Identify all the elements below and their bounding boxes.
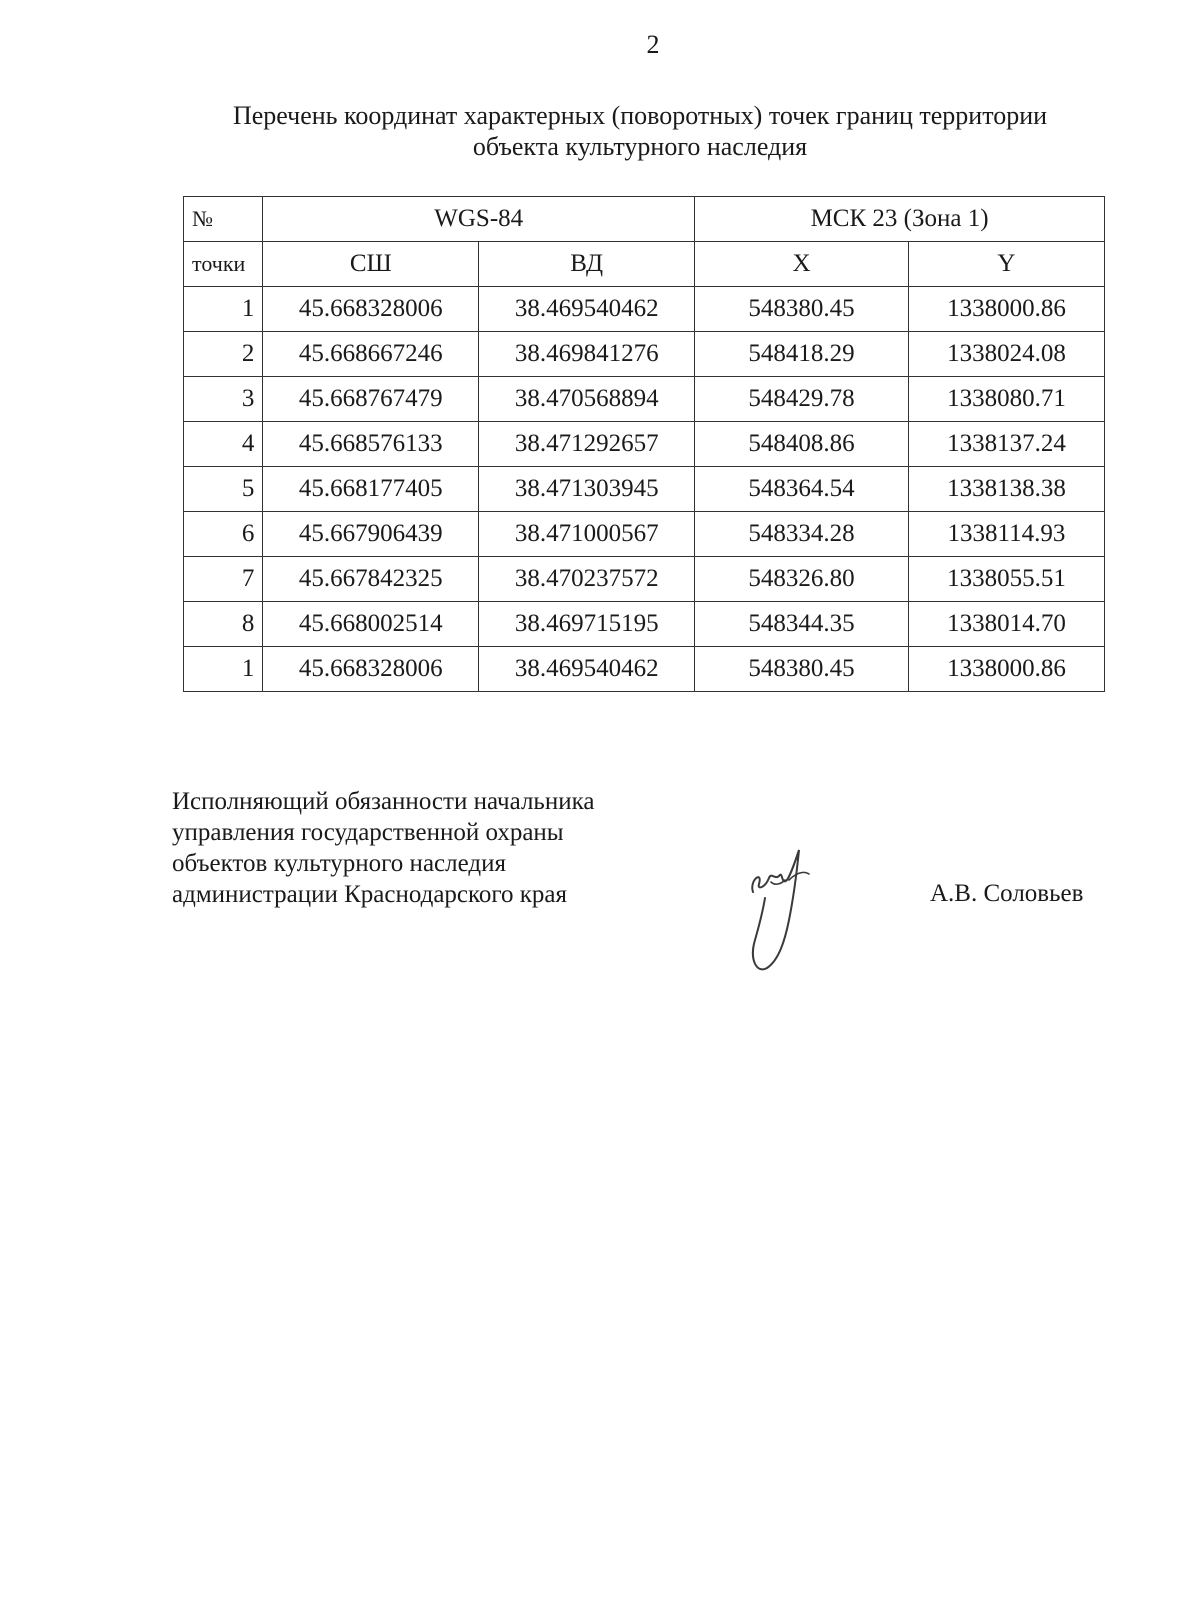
header-y: Y bbox=[908, 242, 1104, 287]
table-row bbox=[184, 557, 1105, 602]
header-no: № bbox=[184, 197, 263, 242]
cell-longitude: 38.471303945 bbox=[479, 467, 695, 512]
title-line-1: Перечень координат характерных (поворотных) точек границ территории bbox=[232, 101, 1048, 130]
cell-point-no: 1 bbox=[184, 287, 263, 332]
table-row bbox=[184, 287, 1105, 332]
cell-point-no: 2 bbox=[184, 332, 263, 377]
table-row bbox=[184, 377, 1105, 422]
table-row bbox=[184, 602, 1105, 647]
cell-x: 548334.28 bbox=[695, 512, 909, 557]
cell-x: 548344.35 bbox=[695, 602, 909, 647]
cell-x: 548380.45 bbox=[695, 647, 909, 692]
cell-x: 548326.80 bbox=[695, 557, 909, 602]
position-line: Исполняющий обязанности начальника bbox=[172, 788, 595, 815]
document-title bbox=[180, 100, 1100, 162]
cell-x: 548364.54 bbox=[695, 467, 909, 512]
cell-point-no: 6 bbox=[184, 512, 263, 557]
page-number: 2 bbox=[646, 30, 660, 59]
position-line: объектов культурного наследия bbox=[172, 850, 506, 877]
cell-x: 548408.86 bbox=[695, 422, 909, 467]
cell-longitude: 38.471000567 bbox=[479, 512, 695, 557]
cell-x: 548380.45 bbox=[695, 287, 909, 332]
cell-point-no: 4 bbox=[184, 422, 263, 467]
cell-y: 1338137.24 bbox=[908, 422, 1104, 467]
header-x: X bbox=[695, 242, 909, 287]
table-header-row-1 bbox=[184, 197, 1105, 242]
cell-latitude: 45.668767479 bbox=[263, 377, 479, 422]
cell-latitude: 45.668576133 bbox=[263, 422, 479, 467]
cell-latitude: 45.668328006 bbox=[263, 287, 479, 332]
cell-y: 1338014.70 bbox=[908, 602, 1104, 647]
cell-point-no: 1 bbox=[184, 647, 263, 692]
cell-y: 1338000.86 bbox=[908, 287, 1104, 332]
cell-longitude: 38.470568894 bbox=[479, 377, 695, 422]
cell-longitude: 38.471292657 bbox=[479, 422, 695, 467]
cell-y: 1338114.93 bbox=[908, 512, 1104, 557]
table-header-row-2 bbox=[184, 242, 1105, 287]
header-no-sub: точки bbox=[184, 242, 263, 287]
cell-y: 1338138.38 bbox=[908, 467, 1104, 512]
position-line: управления государственной охраны bbox=[172, 819, 564, 846]
cell-longitude: 38.469540462 bbox=[479, 287, 695, 332]
cell-latitude: 45.668002514 bbox=[263, 602, 479, 647]
cell-x: 548418.29 bbox=[695, 332, 909, 377]
header-wgs84: WGS-84 bbox=[263, 197, 695, 242]
cell-longitude: 38.470237572 bbox=[479, 557, 695, 602]
table-row bbox=[184, 422, 1105, 467]
table-row bbox=[184, 467, 1105, 512]
table-row bbox=[184, 512, 1105, 557]
header-msk23: МСК 23 (Зона 1) bbox=[695, 197, 1105, 242]
cell-longitude: 38.469841276 bbox=[479, 332, 695, 377]
coordinates-table bbox=[183, 196, 1105, 692]
cell-y: 1338024.08 bbox=[908, 332, 1104, 377]
table-row bbox=[184, 332, 1105, 377]
cell-latitude: 45.668667246 bbox=[263, 332, 479, 377]
cell-point-no: 7 bbox=[184, 557, 263, 602]
cell-longitude: 38.469540462 bbox=[479, 647, 695, 692]
cell-point-no: 3 bbox=[184, 377, 263, 422]
table-row bbox=[184, 647, 1105, 692]
cell-latitude: 45.668328006 bbox=[263, 647, 479, 692]
signer-name: А.В. Соловьев bbox=[930, 880, 1084, 907]
cell-latitude: 45.667906439 bbox=[263, 512, 479, 557]
cell-latitude: 45.667842325 bbox=[263, 557, 479, 602]
header-longitude: ВД bbox=[479, 242, 695, 287]
cell-point-no: 5 bbox=[184, 467, 263, 512]
signatory-position bbox=[172, 786, 594, 910]
cell-y: 1338000.86 bbox=[908, 647, 1104, 692]
cell-longitude: 38.469715195 bbox=[479, 602, 695, 647]
cell-latitude: 45.668177405 bbox=[263, 467, 479, 512]
cell-y: 1338080.71 bbox=[908, 377, 1104, 422]
cell-y: 1338055.51 bbox=[908, 557, 1104, 602]
header-latitude: СШ bbox=[263, 242, 479, 287]
position-line: администрации Краснодарского края bbox=[172, 881, 568, 908]
cell-x: 548429.78 bbox=[695, 377, 909, 422]
handwritten-signature bbox=[745, 840, 825, 980]
cell-point-no: 8 bbox=[184, 602, 263, 647]
title-line-2: объекта культурного наследия bbox=[472, 132, 808, 161]
